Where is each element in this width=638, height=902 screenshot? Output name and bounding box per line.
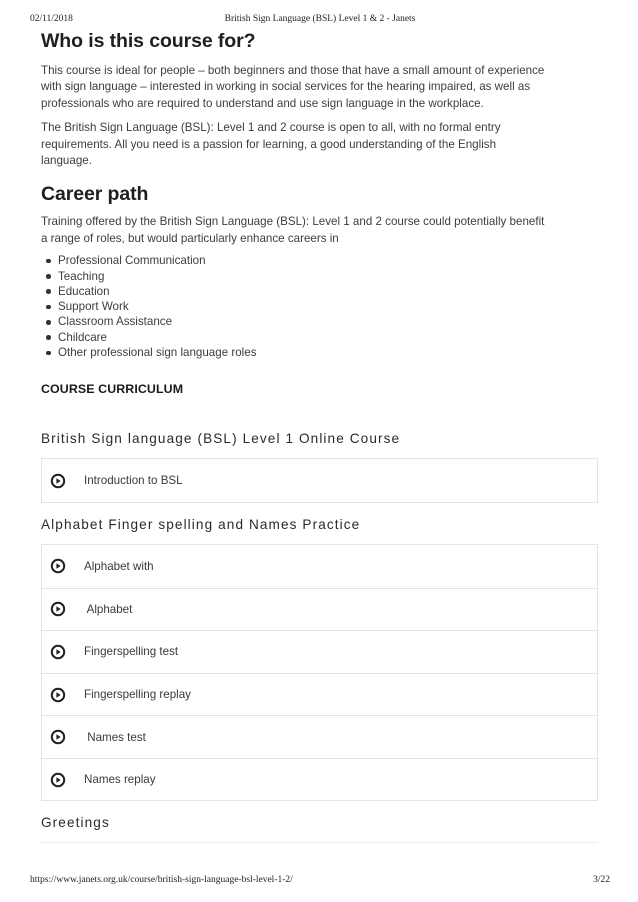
- curriculum-heading: COURSE CURRICULUM: [41, 382, 184, 397]
- lesson-label: Fingerspelling test: [84, 645, 179, 659]
- module-lessons: [41, 458, 598, 503]
- print-footer: [30, 875, 610, 885]
- text-line: with sign language – interested in working in social services for the hearing impaired, as well as: [41, 80, 531, 94]
- list-item: Support Work: [41, 299, 598, 314]
- lesson-row[interactable]: [42, 459, 597, 502]
- play-circle-icon: [50, 729, 66, 745]
- text-line: professionals who are required to understand and use sign language in the workplace.: [41, 96, 484, 110]
- module-divider: [41, 842, 598, 843]
- play-circle-icon: [50, 644, 66, 660]
- lesson-row[interactable]: [42, 758, 597, 801]
- lesson-label: Alphabet: [84, 602, 133, 616]
- list-item: Classroom Assistance: [41, 314, 598, 329]
- lesson-row[interactable]: [42, 545, 597, 588]
- lesson-label: Introduction to BSL: [84, 474, 183, 488]
- print-header: [30, 14, 610, 24]
- lesson-label: Fingerspelling replay: [84, 688, 191, 701]
- career-list: [41, 253, 598, 360]
- lesson-row[interactable]: [42, 673, 597, 716]
- print-page-title: British Sign Language (BSL) Level 1 & 2 - Janets: [224, 14, 416, 24]
- play-circle-icon: [50, 687, 66, 703]
- lesson-label: Names replay: [84, 773, 156, 787]
- text-line: a range of roles, but would particularly enhance careers in: [41, 231, 339, 245]
- lesson-row[interactable]: [42, 715, 597, 758]
- lesson-label: Alphabet with: [84, 559, 154, 573]
- play-circle-icon: [50, 772, 66, 788]
- lesson-row[interactable]: [42, 630, 597, 673]
- list-item: Childcare: [41, 330, 598, 345]
- text-line: requirements. All you need is a passion for learning, a good understanding of the English: [41, 137, 497, 151]
- print-page-number: 3/22: [593, 875, 610, 885]
- who-heading: Who is this course for?: [41, 30, 256, 52]
- list-item: Professional Communication: [41, 253, 598, 268]
- lesson-row[interactable]: [42, 588, 597, 631]
- print-date: 02/11/2018: [30, 14, 73, 24]
- text-line: This course is ideal for people – both beginners and those that have a small amount of experience: [41, 64, 545, 77]
- list-item: Teaching: [41, 269, 598, 284]
- lesson-label: Names test: [84, 730, 146, 744]
- module-lessons: [41, 544, 598, 802]
- text-line: language.: [41, 154, 92, 168]
- list-item: Other professional sign language roles: [41, 345, 598, 360]
- text-line: Training offered by the British Sign Language (BSL): Level 1 and 2 course could potentially benefit: [41, 215, 545, 229]
- module-title: Greetings: [41, 815, 110, 831]
- module-title: British Sign language (BSL) Level 1 Online Course: [41, 431, 401, 447]
- module-title: Alphabet Finger spelling and Names Practice: [41, 516, 361, 532]
- career-intro: [41, 214, 598, 247]
- text-line: The British Sign Language (BSL): Level 1 and 2 course is open to all, with no formal entry: [41, 121, 501, 135]
- who-paragraph-1: [41, 63, 598, 112]
- who-paragraph-2: [41, 120, 598, 169]
- play-circle-icon: [50, 601, 66, 617]
- page-content: [41, 30, 598, 843]
- print-url: https://www.janets.org.uk/course/british-sign-language-bsl-level-1-2/: [30, 875, 293, 885]
- list-item: Education: [41, 284, 598, 299]
- career-heading: Career path: [41, 183, 149, 206]
- play-circle-icon: [50, 558, 66, 574]
- play-circle-icon: [50, 473, 66, 489]
